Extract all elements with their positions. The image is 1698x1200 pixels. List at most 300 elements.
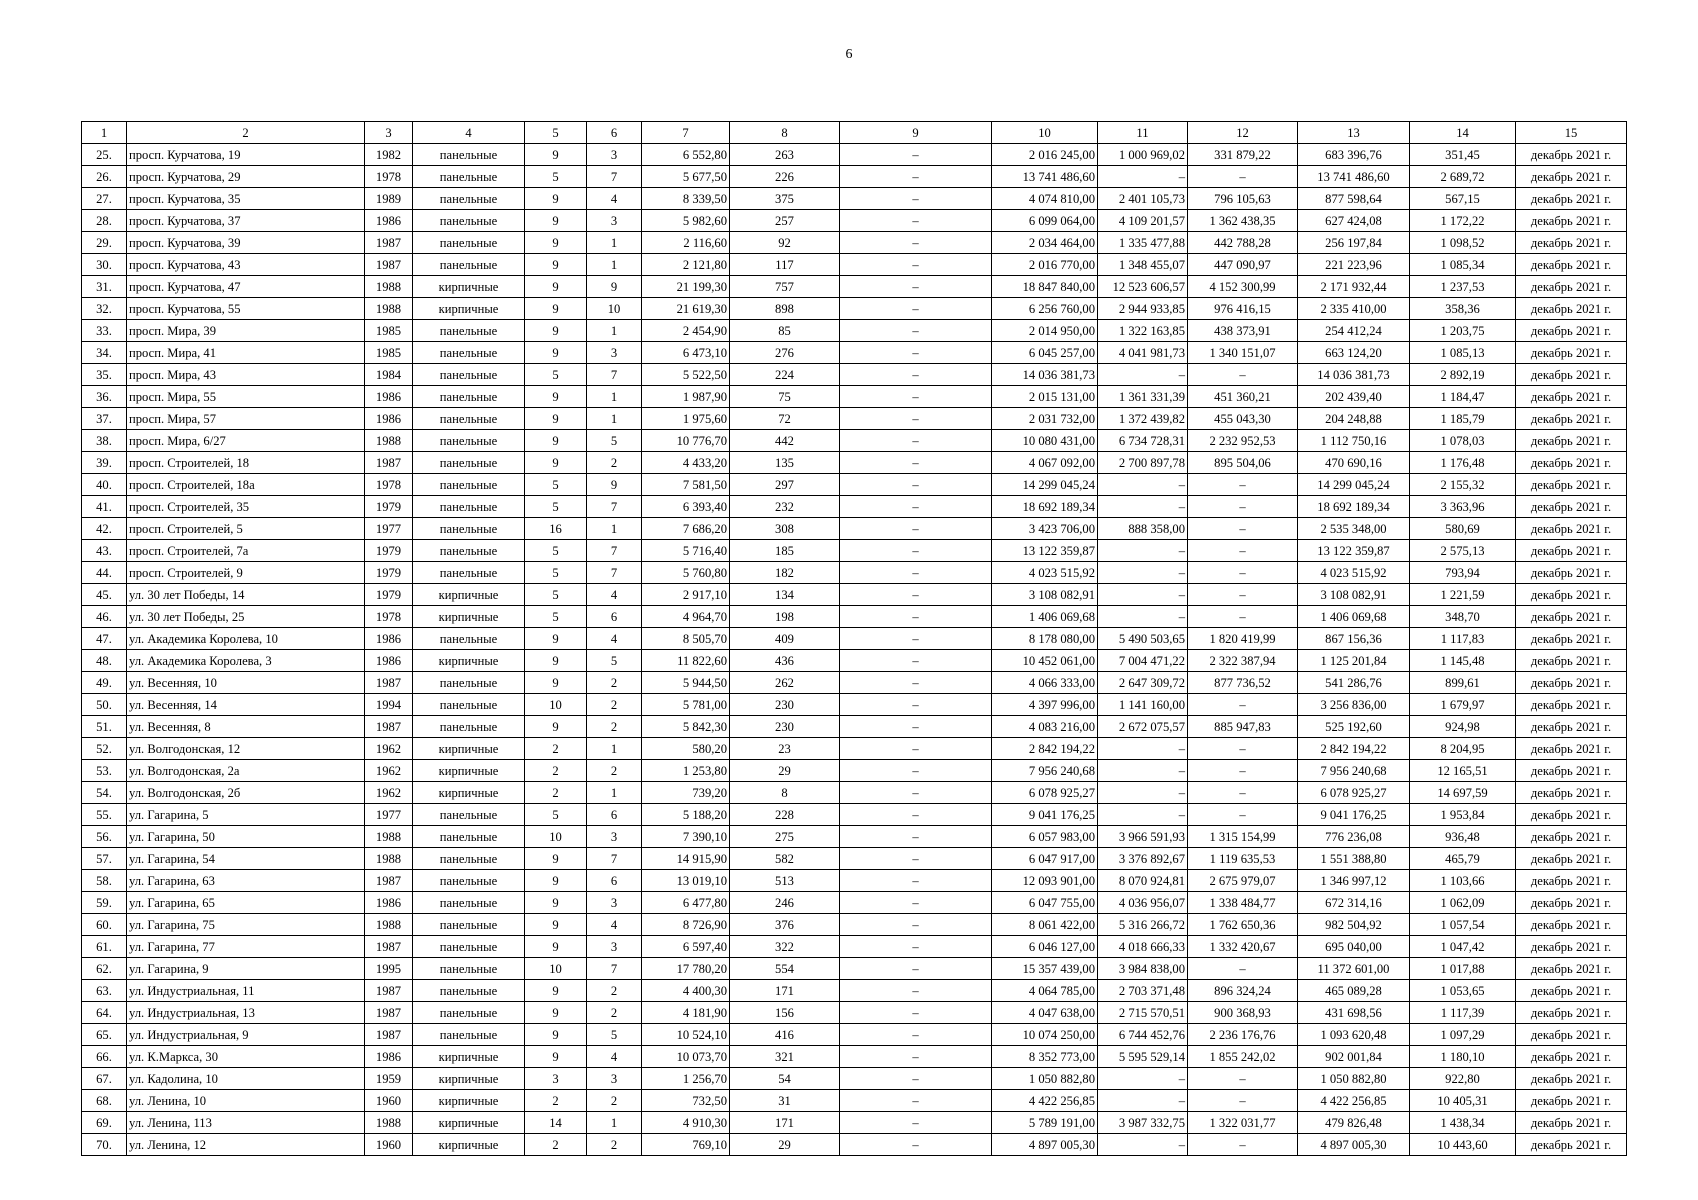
table-cell: 6 046 127,00 [992,936,1098,958]
table-cell: – [1098,584,1188,606]
table-cell: 5 316 266,72 [1098,914,1188,936]
table-cell: – [840,562,992,584]
table-cell: 56. [82,826,127,848]
table-cell: 25. [82,144,127,166]
table-cell: 1 [587,518,642,540]
table-cell: 936,48 [1410,826,1516,848]
table-cell: – [840,672,992,694]
table-cell: 4 397 996,00 [992,694,1098,716]
table-cell: 6 057 983,00 [992,826,1098,848]
table-cell: просп. Строителей, 7а [127,540,365,562]
table-cell: 358,36 [1410,298,1516,320]
table-cell: 5 [525,474,587,496]
table-cell: 409 [730,628,840,650]
table-cell: 1994 [365,694,413,716]
table-cell: – [840,606,992,628]
table-cell: 3 984 838,00 [1098,958,1188,980]
table-cell: 1 406 069,68 [992,606,1098,628]
table-cell: 11 822,60 [642,650,730,672]
table-cell: 6 047 917,00 [992,848,1098,870]
table-cell: 3 [525,1068,587,1090]
table-cell: 5 781,00 [642,694,730,716]
table-cell: – [840,914,992,936]
table-cell: панельные [413,188,525,210]
table-cell: 470 690,16 [1298,452,1410,474]
table-cell: 4 018 666,33 [1098,936,1188,958]
table-cell: 739,20 [642,782,730,804]
table-cell: 4 023 515,92 [1298,562,1410,584]
table-cell: кирпичные [413,1134,525,1156]
table-cell: 2 171 932,44 [1298,276,1410,298]
table-cell: 1979 [365,496,413,518]
table-cell: 1 085,13 [1410,342,1516,364]
table-cell: 10 [525,694,587,716]
table-cell: 75 [730,386,840,408]
table-cell: 1 256,70 [642,1068,730,1090]
table-cell: 10 074 250,00 [992,1024,1098,1046]
table-cell: панельные [413,958,525,980]
table-cell: 896 324,24 [1188,980,1298,1002]
table-cell: 7 686,20 [642,518,730,540]
table-cell: 27. [82,188,127,210]
table-cell: 5 760,80 [642,562,730,584]
table-cell: 582 [730,848,840,870]
table-cell: 9 [525,430,587,452]
table-cell: 2 155,32 [1410,474,1516,496]
table-cell: 3 376 892,67 [1098,848,1188,870]
table-cell: 13 741 486,60 [1298,166,1410,188]
table-cell: 796 105,63 [1188,188,1298,210]
table-cell: 6 393,40 [642,496,730,518]
table-cell: панельные [413,232,525,254]
table-cell: – [840,936,992,958]
table-cell: декабрь 2021 г. [1516,166,1627,188]
table-cell: – [1098,606,1188,628]
table-cell: 10 [525,826,587,848]
table-cell: 1988 [365,914,413,936]
table-cell: 31. [82,276,127,298]
table-cell: ул. 30 лет Победы, 14 [127,584,365,606]
table-cell: 43. [82,540,127,562]
table-cell: 4 083 216,00 [992,716,1098,738]
table-cell: декабрь 2021 г. [1516,848,1627,870]
table-cell: декабрь 2021 г. [1516,1090,1627,1112]
table-cell: панельные [413,518,525,540]
table-cell: 2 700 897,78 [1098,452,1188,474]
table-cell: 2 015 131,00 [992,386,1098,408]
table-cell: 885 947,83 [1188,716,1298,738]
table-cell: 1 [587,232,642,254]
table-cell: 9 [587,276,642,298]
table-cell: панельные [413,452,525,474]
table-cell: ул. 30 лет Победы, 25 [127,606,365,628]
table-cell: панельные [413,694,525,716]
table-cell: 232 [730,496,840,518]
table-cell: 5 [525,166,587,188]
table-cell: 627 424,08 [1298,210,1410,232]
column-header: 14 [1410,122,1516,144]
table-cell: 4 433,20 [642,452,730,474]
table-cell: 1 338 484,77 [1188,892,1298,914]
table-cell: 6 078 925,27 [1298,782,1410,804]
table-cell: – [1188,1134,1298,1156]
table-cell: – [1098,1134,1188,1156]
table-cell: декабрь 2021 г. [1516,452,1627,474]
table-row [82,1090,1627,1112]
table-cell: 580,69 [1410,518,1516,540]
table-cell: 85 [730,320,840,342]
table-cell: 66. [82,1046,127,1068]
table-cell: 1 237,53 [1410,276,1516,298]
table-cell: кирпичные [413,1090,525,1112]
table-cell: ул. Весенняя, 14 [127,694,365,716]
table-cell: 52. [82,738,127,760]
table-cell: 376 [730,914,840,936]
table-cell: 4 897 005,30 [1298,1134,1410,1156]
table-cell: 4 047 638,00 [992,1002,1098,1024]
table-cell: 1988 [365,298,413,320]
table-cell: 1979 [365,562,413,584]
table-cell: декабрь 2021 г. [1516,716,1627,738]
table-cell: 1986 [365,386,413,408]
table-cell: 2 116,60 [642,232,730,254]
table-cell: 580,20 [642,738,730,760]
table-cell: 1 762 650,36 [1188,914,1298,936]
table-cell: 4 [587,188,642,210]
table-cell: – [840,892,992,914]
table-cell: 135 [730,452,840,474]
table-cell: 9 [525,298,587,320]
table-cell: 2 [587,672,642,694]
table-cell: 7 [587,540,642,562]
table-cell: 1962 [365,738,413,760]
table-cell: 6 [587,804,642,826]
table-cell: 45. [82,584,127,606]
table-cell: 4 422 256,85 [992,1090,1098,1112]
table-cell: просп. Строителей, 18а [127,474,365,496]
table-cell: просп. Курчатова, 43 [127,254,365,276]
table-cell: просп. Курчатова, 37 [127,210,365,232]
table-cell: 1 953,84 [1410,804,1516,826]
table-cell: 877 598,64 [1298,188,1410,210]
table-cell: 1 176,48 [1410,452,1516,474]
table-row [82,1068,1627,1090]
table-cell: 2 892,19 [1410,364,1516,386]
table-cell: панельные [413,144,525,166]
table-cell: декабрь 2021 г. [1516,254,1627,276]
table-cell: 31 [730,1090,840,1112]
column-number-row [82,122,1627,144]
table-cell: 9 [525,1024,587,1046]
table-cell: 182 [730,562,840,584]
table-cell: – [1188,562,1298,584]
table-cell: 10 405,31 [1410,1090,1516,1112]
table-cell: 6 045 257,00 [992,342,1098,364]
table-cell: 1 085,34 [1410,254,1516,276]
table-cell: 5 [525,364,587,386]
table-cell: 53. [82,760,127,782]
table-cell: 1 117,83 [1410,628,1516,650]
table-cell: 254 412,24 [1298,320,1410,342]
table-cell: 1986 [365,210,413,232]
column-header: 12 [1188,122,1298,144]
table-cell: ул. Индустриальная, 11 [127,980,365,1002]
table-cell: ул. Весенняя, 10 [127,672,365,694]
table-cell: 2 [525,760,587,782]
table-cell: 9 [525,980,587,1002]
table-cell: – [1188,1090,1298,1112]
table-cell: 1 119 635,53 [1188,848,1298,870]
table-cell: ул. Гагарина, 50 [127,826,365,848]
table-cell: 28. [82,210,127,232]
table-cell: 6 [587,870,642,892]
table-cell: 12 523 606,57 [1098,276,1188,298]
table-cell: – [840,1090,992,1112]
table-cell: – [840,320,992,342]
table-cell: декабрь 2021 г. [1516,650,1627,672]
table-cell: 1988 [365,276,413,298]
table-cell: 198 [730,606,840,628]
table-cell: 7 004 471,22 [1098,650,1188,672]
table-cell: 1 172,22 [1410,210,1516,232]
table-row [82,870,1627,892]
table-cell: 1989 [365,188,413,210]
table-cell: – [840,694,992,716]
table-cell: – [840,782,992,804]
table-cell: – [1098,496,1188,518]
table-cell: 256 197,84 [1298,232,1410,254]
table-row [82,210,1627,232]
table-cell: 4 109 201,57 [1098,210,1188,232]
table-cell: панельные [413,980,525,1002]
page-number: 6 [845,47,853,62]
table-cell: 5 [525,540,587,562]
table-cell: ул. Волгодонская, 2б [127,782,365,804]
table-cell: декабрь 2021 г. [1516,408,1627,430]
table-cell: просп. Курчатова, 29 [127,166,365,188]
table-cell: 8 070 924,81 [1098,870,1188,892]
table-cell: 683 396,76 [1298,144,1410,166]
table-cell: ул. Кадолина, 10 [127,1068,365,1090]
table-cell: 900 368,93 [1188,1002,1298,1024]
table-cell: панельные [413,672,525,694]
table-cell: 9 [525,276,587,298]
table-cell: 1 047,42 [1410,936,1516,958]
table-cell: 17 780,20 [642,958,730,980]
table-cell: 5 982,60 [642,210,730,232]
table-cell: 29. [82,232,127,254]
table-cell: 6 734 728,31 [1098,430,1188,452]
table-cell: ул. Весенняя, 8 [127,716,365,738]
table-cell: 5 188,20 [642,804,730,826]
table-cell: – [840,1068,992,1090]
table-cell: 13 122 359,87 [992,540,1098,562]
table-cell: 451 360,21 [1188,386,1298,408]
table-cell: декабрь 2021 г. [1516,276,1627,298]
table-cell: декабрь 2021 г. [1516,364,1627,386]
table-cell: 6 256 760,00 [992,298,1098,320]
table-cell: 1 322 031,77 [1188,1112,1298,1134]
table-cell: 7 581,50 [642,474,730,496]
table-cell: 1 000 969,02 [1098,144,1188,166]
table-cell: 4 400,30 [642,980,730,1002]
table-cell: декабрь 2021 г. [1516,628,1627,650]
table-row [82,738,1627,760]
table-cell: – [1188,782,1298,804]
table-cell: 10 524,10 [642,1024,730,1046]
table-cell: 1 315 154,99 [1188,826,1298,848]
table-cell: – [840,408,992,430]
table-row [82,606,1627,628]
table-cell: 1 361 331,39 [1098,386,1188,408]
table-cell: 14 697,59 [1410,782,1516,804]
table-cell: 50. [82,694,127,716]
table-cell: 9 [525,628,587,650]
table-cell: 2 401 105,73 [1098,188,1188,210]
table-cell: 134 [730,584,840,606]
table-cell: кирпичные [413,584,525,606]
table-cell: – [840,1134,992,1156]
table-cell: ул. Гагарина, 54 [127,848,365,870]
table-cell: 9 [525,870,587,892]
table-cell: 202 439,40 [1298,386,1410,408]
table-cell: 2 [525,782,587,804]
table-cell: – [840,540,992,562]
table-cell: – [1098,540,1188,562]
table-cell: 898 [730,298,840,320]
table-cell: 3 423 706,00 [992,518,1098,540]
table-cell: – [840,474,992,496]
table-cell: 1 185,79 [1410,408,1516,430]
table-cell: 41. [82,496,127,518]
table-cell: 2 454,90 [642,320,730,342]
table-cell: 275 [730,826,840,848]
table-cell: 55. [82,804,127,826]
table-cell: 2 647 309,72 [1098,672,1188,694]
table-row [82,892,1627,914]
table-cell: 6 047 755,00 [992,892,1098,914]
table-cell: 263 [730,144,840,166]
table-cell: – [840,804,992,826]
table-cell: 1 551 388,80 [1298,848,1410,870]
table-cell: – [1188,496,1298,518]
table-cell: 35. [82,364,127,386]
table-cell: 554 [730,958,840,980]
table-cell: 6 744 452,76 [1098,1024,1188,1046]
table-cell: 48. [82,650,127,672]
table-cell: 1 855 242,02 [1188,1046,1298,1068]
table-cell: кирпичные [413,760,525,782]
table-cell: 776 236,08 [1298,826,1410,848]
table-cell: ул. Ленина, 10 [127,1090,365,1112]
table-cell: декабрь 2021 г. [1516,980,1627,1002]
table-cell: декабрь 2021 г. [1516,1134,1627,1156]
table-cell: – [1098,474,1188,496]
table-row [82,1046,1627,1068]
table-cell: 1960 [365,1134,413,1156]
table-cell: 416 [730,1024,840,1046]
table-cell: 9 [525,188,587,210]
table-cell: 10 776,70 [642,430,730,452]
table-cell: декабрь 2021 г. [1516,1024,1627,1046]
table-cell: 65. [82,1024,127,1046]
table-cell: 257 [730,210,840,232]
table-cell: 1986 [365,892,413,914]
table-row [82,782,1627,804]
table-cell: 541 286,76 [1298,672,1410,694]
table-row [82,364,1627,386]
table-cell: ул. К.Маркса, 30 [127,1046,365,1068]
table-cell: 1 975,60 [642,408,730,430]
table-cell: кирпичные [413,650,525,672]
table-cell: панельные [413,628,525,650]
table-cell: 92 [730,232,840,254]
table-cell: ул. Гагарина, 9 [127,958,365,980]
table-row [82,584,1627,606]
table-cell: 7 [587,364,642,386]
table-cell: – [1188,364,1298,386]
table-cell: – [840,1112,992,1134]
table-cell: 230 [730,716,840,738]
table-cell: 1 097,29 [1410,1024,1516,1046]
table-cell: 4 910,30 [642,1112,730,1134]
column-header: 13 [1298,122,1410,144]
table-cell: просп. Строителей, 35 [127,496,365,518]
column-header: 8 [730,122,840,144]
table-cell: 4 036 956,07 [1098,892,1188,914]
table-cell: 1 078,03 [1410,430,1516,452]
table-cell: ул. Гагарина, 77 [127,936,365,958]
table-row [82,914,1627,936]
table-cell: – [1188,474,1298,496]
table-row [82,672,1627,694]
table-cell: 224 [730,364,840,386]
table-cell: 5 [525,804,587,826]
table-cell: декабрь 2021 г. [1516,298,1627,320]
table-cell: 1977 [365,804,413,826]
table-cell: 3 [587,826,642,848]
table-cell: 30. [82,254,127,276]
table-row [82,408,1627,430]
table-cell: 12 165,51 [1410,760,1516,782]
table-cell: ул. Ленина, 12 [127,1134,365,1156]
table-cell: 2 [525,1134,587,1156]
table-cell: 5 [587,430,642,452]
table-cell: – [840,496,992,518]
table-cell: 1988 [365,826,413,848]
table-cell: 1978 [365,474,413,496]
table-cell: 16 [525,518,587,540]
table-cell: 117 [730,254,840,276]
table-cell: – [1098,364,1188,386]
table-cell: 7 [587,496,642,518]
table-cell: – [1188,694,1298,716]
table-cell: 1 184,47 [1410,386,1516,408]
table-row [82,1024,1627,1046]
table-cell: 3 987 332,75 [1098,1112,1188,1134]
table-cell: 1 [587,386,642,408]
table-cell: 9 [525,848,587,870]
table-cell: декабрь 2021 г. [1516,518,1627,540]
table-cell: 8 061 422,00 [992,914,1098,936]
table-cell: – [840,1002,992,1024]
table-cell: – [1188,738,1298,760]
table-cell: – [1098,1090,1188,1112]
table-cell: 2 842 194,22 [1298,738,1410,760]
table-cell: 2 [587,452,642,474]
table-cell: 1 017,88 [1410,958,1516,980]
table-cell: – [840,958,992,980]
